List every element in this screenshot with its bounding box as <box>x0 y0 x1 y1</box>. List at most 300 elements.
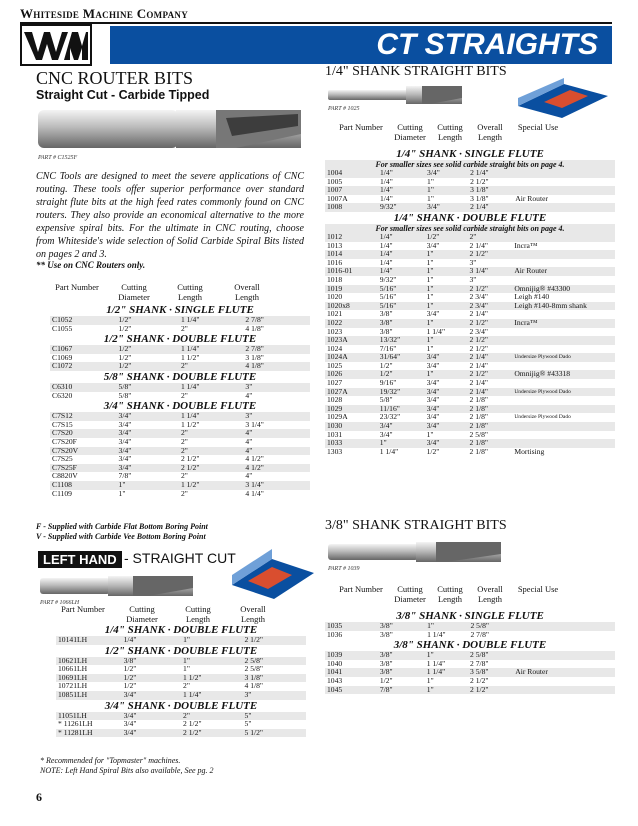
table-cell: 2 5/8" <box>468 651 513 660</box>
page-title: CT STRAIGHTS <box>376 28 598 61</box>
table-cell: 2 5/8" <box>468 431 513 440</box>
table-cell: 1024 <box>325 345 378 354</box>
table-cell: 3 1/4" <box>243 421 310 430</box>
table-row <box>50 325 310 334</box>
left-hand-title: - STRAIGHT CUT <box>124 550 236 566</box>
table-cell: 5/8" <box>378 396 425 405</box>
table-cell: Leigh #140-8mm shank <box>512 302 615 311</box>
table-cell: 4" <box>243 447 310 456</box>
table-cell: 3/4" <box>117 455 179 464</box>
table-cell: 3/4" <box>122 691 181 700</box>
table-cell: 3" <box>243 412 310 421</box>
cnc-bit-image <box>36 104 306 154</box>
table-cell: 3/4" <box>117 421 179 430</box>
table-cell: 1023 <box>325 328 378 337</box>
table-cell: 3/8" <box>378 319 425 328</box>
cnc-section-title: 5/8" SHANK · DOUBLE FLUTE <box>103 370 257 383</box>
table-cell: 3/4" <box>425 242 468 251</box>
table-cell: 1018 <box>325 276 378 285</box>
table-cell: 3/4" <box>425 353 468 362</box>
threeeighth-tables <box>325 610 615 694</box>
table-cell: 3/4" <box>122 720 181 729</box>
table-cell <box>513 677 615 686</box>
table-row <box>50 421 310 430</box>
table-cell: 1" <box>425 345 468 354</box>
table-cell: 1020x8 <box>325 302 378 311</box>
quarter-table <box>325 233 615 456</box>
table-cell: 1012 <box>325 233 378 242</box>
table-cell: Incra™ <box>512 242 615 251</box>
table-cell: 1" <box>425 431 468 440</box>
table-row <box>50 481 310 490</box>
table-cell: 1043 <box>325 677 378 686</box>
table-cell: 2" <box>179 429 243 438</box>
table-cell: 1008 <box>325 203 378 212</box>
table-cell: C7S20 <box>50 429 117 438</box>
left-hand-groove-image <box>228 545 318 601</box>
table-cell: 13/32" <box>378 336 425 345</box>
table-cell: 1 1/4" <box>181 691 242 700</box>
table-cell <box>512 250 615 259</box>
table-cell: 3" <box>468 276 513 285</box>
table-cell: 2" <box>468 233 513 242</box>
table-cell: 3/4" <box>378 431 425 440</box>
table-cell: 1/2" <box>122 674 181 683</box>
table-cell <box>512 345 615 354</box>
table-row <box>50 438 310 447</box>
table-row <box>56 682 306 691</box>
table-cell <box>513 651 615 660</box>
table-cell: 3/4" <box>425 388 468 397</box>
table-cell: 1/4" <box>378 259 425 268</box>
table-cell: C1109 <box>50 490 117 499</box>
table-cell <box>513 686 615 695</box>
lh-section-title: 1/2" SHANK · DOUBLE FLUTE <box>104 644 258 657</box>
table-cell: 2 1/2" <box>181 729 242 738</box>
table-cell: 3/8" <box>378 328 425 337</box>
col-part-number: Part Number <box>55 282 99 292</box>
quarter-section-subtitle: For smaller sizes see solid carbide straight bits on page 4. <box>325 160 615 169</box>
table-cell: 1" <box>425 319 468 328</box>
table-cell: C1072 <box>50 362 117 371</box>
left-hand-tables <box>56 624 306 737</box>
table-row <box>56 636 306 645</box>
table-cell: 3/4" <box>117 429 179 438</box>
table-cell: 1029 <box>325 405 378 414</box>
threeeighth-bit-image <box>326 538 506 566</box>
table-cell: 1041 <box>325 668 378 677</box>
table-cell: 3 5/8" <box>468 668 513 677</box>
table-cell: 1016-01 <box>325 267 378 276</box>
table-cell: 1005 <box>325 178 378 187</box>
q-col-special-use: Special Use <box>517 122 559 132</box>
table-cell: C6310 <box>50 383 117 392</box>
table-cell: 3/8" <box>378 660 425 669</box>
table-cell <box>512 422 615 431</box>
table-cell: 1 1/4" <box>179 316 243 325</box>
table-cell: C1108 <box>50 481 117 490</box>
table-cell <box>512 396 615 405</box>
table-row <box>56 729 306 738</box>
quarter-tables <box>325 148 615 456</box>
table-cell: 1" <box>425 178 468 187</box>
table-cell: 5/8" <box>117 383 179 392</box>
table-cell: C7S20F <box>50 438 117 447</box>
table-cell: 4 1/8" <box>243 362 310 371</box>
threeeighth-table <box>325 651 615 694</box>
table-cell <box>512 431 615 440</box>
table-cell: 3/4" <box>122 729 181 738</box>
table-cell: 3" <box>243 383 310 392</box>
table-cell: 31/64" <box>378 353 425 362</box>
cnc-table <box>50 383 310 400</box>
table-cell: 1013 <box>325 242 378 251</box>
table-cell: 1023A <box>325 336 378 345</box>
table-cell: 9/16" <box>378 379 425 388</box>
table-cell: 1 1/4" <box>425 631 468 640</box>
table-cell: 3/4" <box>378 422 425 431</box>
header-rule <box>20 22 612 24</box>
table-cell: 1 1/4" <box>425 668 468 677</box>
table-cell: 1" <box>425 267 468 276</box>
table-cell: 1" <box>425 302 468 311</box>
table-cell: 1007 <box>325 186 378 195</box>
table-cell: 10851LH <box>56 691 122 700</box>
table-cell: 4 1/8" <box>243 682 307 691</box>
table-cell: 3/4" <box>117 412 179 421</box>
left-hand-note-2: NOTE: Left Hand Spiral Bits also available, See pg. 2 <box>40 766 214 775</box>
table-cell: 1016 <box>325 259 378 268</box>
col-cutting-diameter: Cutting Diameter <box>118 282 150 302</box>
cnc-subtitle: Straight Cut - Carbide Tipped <box>36 88 210 102</box>
table-cell: 19/32" <box>378 388 425 397</box>
table-cell: Omnijig® #43318 <box>512 370 615 379</box>
table-cell: 3/4" <box>117 438 179 447</box>
table-cell: 3 1/4" <box>243 481 310 490</box>
table-cell: 3/8" <box>378 310 425 319</box>
table-cell: 1 1/2" <box>181 674 242 683</box>
table-cell: 1 1/4" <box>378 448 425 457</box>
table-cell: 1/4" <box>378 233 425 242</box>
table-row <box>50 354 310 363</box>
table-cell: 1" <box>117 481 179 490</box>
t-col-cutting-length: Cutting Length <box>437 584 463 604</box>
table-cell: 1" <box>181 636 242 645</box>
table-cell: 1027A <box>325 388 378 397</box>
left-hand-badge: LEFT HAND <box>38 551 122 568</box>
table-cell: 1" <box>425 195 468 204</box>
table-cell: Undersize Plywood Dado <box>512 413 615 422</box>
table-cell: 3/4" <box>425 396 468 405</box>
table-cell: 2 1/2" <box>468 677 513 686</box>
table-cell: 3/4" <box>425 439 468 448</box>
table-cell: 4" <box>243 392 310 401</box>
table-cell: 1030 <box>325 422 378 431</box>
table-cell: 3" <box>468 259 513 268</box>
table-cell: 2 5/8" <box>243 657 307 666</box>
table-row <box>56 657 306 666</box>
table-cell: Air Router <box>513 195 615 204</box>
company-name: Whiteside Machine Company <box>20 6 189 21</box>
table-cell: 1040 <box>325 660 378 669</box>
table-cell: 2 1/4" <box>468 379 513 388</box>
table-cell: 10691LH <box>56 674 122 683</box>
table-cell: 2 3/4" <box>468 302 513 311</box>
table-cell: C7S25F <box>50 464 117 473</box>
table-cell: 1" <box>425 651 468 660</box>
table-cell: 7/16" <box>378 345 425 354</box>
t-col-cutting-diameter: Cutting Diameter <box>394 584 426 604</box>
table-cell: Air Router <box>512 267 615 276</box>
q-col-overall-length: Overall Length <box>477 122 503 142</box>
table-cell: 1029A <box>325 413 378 422</box>
table-cell: 1" <box>425 186 468 195</box>
table-cell: 1" <box>117 490 179 499</box>
table-row <box>50 447 310 456</box>
table-cell: 4" <box>243 438 310 447</box>
table-cell: 2 1/8" <box>468 413 513 422</box>
table-cell: 1/2" <box>425 448 468 457</box>
lh-section-title: 3/4" SHANK · DOUBLE FLUTE <box>104 699 258 712</box>
table-cell <box>513 178 615 187</box>
table-cell: 3" <box>243 691 307 700</box>
table-cell: 3/4" <box>122 712 181 721</box>
table-cell: 1033 <box>325 439 378 448</box>
table-cell: 2 1/4" <box>468 169 513 178</box>
lh-table <box>56 657 306 700</box>
table-cell: 2 3/4" <box>468 328 513 337</box>
quarter-title: 1/4" SHANK STRAIGHT BITS <box>325 64 507 79</box>
table-cell: 1/2" <box>378 362 425 371</box>
table-cell: 3/4" <box>425 362 468 371</box>
table-cell: 1028 <box>325 396 378 405</box>
table-cell: 4 1/2" <box>243 464 310 473</box>
table-cell: 7/8" <box>378 686 425 695</box>
cnc-table <box>50 316 310 333</box>
footnote-v: V - Supplied with Carbide Vee Bottom Boring Point <box>36 532 206 541</box>
table-cell: 1 1/4" <box>425 328 468 337</box>
table-cell: 2" <box>181 712 242 721</box>
q-col-cutting-length: Cutting Length <box>437 122 463 142</box>
cnc-tables <box>50 304 310 498</box>
table-row <box>56 665 306 674</box>
table-cell: 2 1/4" <box>468 362 513 371</box>
table-cell: 1" <box>425 276 468 285</box>
table-cell: 3 1/8" <box>243 674 307 683</box>
table-cell: 2 1/4" <box>468 242 513 251</box>
page-number: 6 <box>36 790 42 804</box>
threeeighth-part-label: PART # 1039 <box>328 566 360 572</box>
table-cell: C7S12 <box>50 412 117 421</box>
table-cell: 3 1/8" <box>468 195 513 204</box>
table-cell: 1" <box>425 293 468 302</box>
lh-col-cutting-diameter: Cutting Diameter <box>126 604 158 624</box>
table-cell: 2 1/4" <box>468 388 513 397</box>
table-cell: 2 1/2" <box>468 345 513 354</box>
table-cell: C1052 <box>50 316 117 325</box>
cnc-use-note: ** Use on CNC Routers only. <box>36 260 146 270</box>
table-cell: 7/8" <box>117 472 179 481</box>
table-cell: 3 1/4" <box>468 267 513 276</box>
table-cell: 1014 <box>325 250 378 259</box>
table-cell: C1067 <box>50 345 117 354</box>
table-cell: 1" <box>425 250 468 259</box>
table-cell: 3/8" <box>378 622 425 631</box>
table-cell: * 11281LH <box>56 729 122 738</box>
table-cell: 1/4" <box>378 267 425 276</box>
table-cell: Omnijig® #43300 <box>512 285 615 294</box>
table-cell: 3/8" <box>378 651 425 660</box>
cnc-table <box>50 412 310 498</box>
table-cell: Incra™ <box>512 319 615 328</box>
table-cell: 3/8" <box>122 657 181 666</box>
left-hand-part-label: PART # 1066LH <box>40 600 80 606</box>
table-row <box>56 720 306 729</box>
table-cell: 2" <box>179 362 243 371</box>
table-cell <box>513 169 615 178</box>
cnc-section-title: 3/4" SHANK · DOUBLE FLUTE <box>103 400 257 413</box>
table-cell: Leigh #140 <box>512 293 615 302</box>
table-cell: 1" <box>425 285 468 294</box>
table-cell: 1/4" <box>378 250 425 259</box>
table-cell: 1/2" <box>117 354 179 363</box>
table-cell: 23/32" <box>378 413 425 422</box>
lh-table <box>56 712 306 738</box>
table-cell: 1" <box>425 622 468 631</box>
table-cell: 1/2" <box>425 233 468 242</box>
table-cell: 3 1/8" <box>468 186 513 195</box>
table-row <box>56 674 306 683</box>
table-cell: C7S15 <box>50 421 117 430</box>
table-cell: 1022 <box>325 319 378 328</box>
cnc-part-label: PART # C1525F <box>38 155 78 161</box>
title-banner <box>110 26 612 64</box>
table-cell: 1025 <box>325 362 378 371</box>
cnc-table <box>50 345 310 371</box>
table-cell: 3/4" <box>425 405 468 414</box>
table-cell: Mortising <box>512 448 615 457</box>
table-cell: 2 7/8" <box>468 660 513 669</box>
table-cell: 11/16" <box>378 405 425 414</box>
table-cell: 10141LH <box>56 636 122 645</box>
table-cell: 2 1/8" <box>468 396 513 405</box>
cnc-section-title: 1/2" SHANK · SINGLE FLUTE <box>106 304 254 316</box>
table-cell: 1/2" <box>122 665 181 674</box>
table-cell: 4 1/4" <box>243 490 310 499</box>
table-row <box>50 316 310 325</box>
table-cell: 10621LH <box>56 657 122 666</box>
table-cell: 3/4" <box>117 447 179 456</box>
table-row <box>50 383 310 392</box>
table-cell: 3/4" <box>425 379 468 388</box>
table-row <box>50 464 310 473</box>
quarter-table <box>325 169 615 212</box>
table-cell: 1/4" <box>378 195 425 204</box>
table-cell: 1020 <box>325 293 378 302</box>
table-cell: 4" <box>243 472 310 481</box>
table-cell: 1/2" <box>117 325 179 334</box>
q-col-cutting-diameter: Cutting Diameter <box>394 122 426 142</box>
table-cell: 1" <box>425 677 468 686</box>
t-col-overall-length: Overall Length <box>477 584 503 604</box>
table-cell: 2" <box>179 392 243 401</box>
table-cell: 5" <box>243 720 306 729</box>
table-cell: 2" <box>179 447 243 456</box>
quarter-section-subtitle: For smaller sizes see solid carbide straight bits on page 4. <box>325 224 615 233</box>
table-cell: 1/4" <box>378 186 425 195</box>
table-cell: 2 1/2" <box>468 319 513 328</box>
table-cell: 1/4" <box>378 178 425 187</box>
lh-col-cutting-length: Cutting Length <box>185 604 211 624</box>
table-cell: C6320 <box>50 392 117 401</box>
table-cell: 2 7/8" <box>468 631 513 640</box>
table-cell: 2 5/8" <box>243 665 307 674</box>
table-cell: 9/32" <box>378 203 425 212</box>
table-cell: 2" <box>179 472 243 481</box>
t-col-part-number: Part Number <box>339 584 383 594</box>
table-row <box>50 472 310 481</box>
table-cell: 3/4" <box>425 422 468 431</box>
table-cell: 1 1/4" <box>179 412 243 421</box>
threeeighth-title: 3/8" SHANK STRAIGHT BITS <box>325 518 507 533</box>
table-cell: 5 1/2" <box>243 729 306 738</box>
table-cell: 2 1/4" <box>468 353 513 362</box>
table-cell: 2 1/2" <box>468 285 513 294</box>
col-cutting-length: Cutting Length <box>177 282 203 302</box>
table-cell: 5/16" <box>378 285 425 294</box>
table-cell: C1069 <box>50 354 117 363</box>
table-cell: 2 3/4" <box>468 293 513 302</box>
table-cell: 2 1/4" <box>468 203 513 212</box>
col-overall-length: Overall Length <box>234 282 260 302</box>
table-cell <box>513 203 615 212</box>
table-cell: Air Router <box>513 668 615 677</box>
table-row <box>325 203 615 212</box>
table-cell: 1" <box>181 657 242 666</box>
table-row <box>56 712 306 721</box>
table-row <box>50 429 310 438</box>
left-hand-bit-image <box>38 572 198 600</box>
table-cell: 1004 <box>325 169 378 178</box>
left-hand-note-1: * Recommended for "Topmaster" machines. <box>40 756 181 765</box>
quarter-part-label: PART # 1025 <box>328 106 360 112</box>
table-cell: 2 1/2" <box>468 336 513 345</box>
table-cell <box>512 405 615 414</box>
table-cell: C7S25 <box>50 455 117 464</box>
table-cell: 1" <box>378 439 425 448</box>
table-cell <box>514 622 615 631</box>
table-cell: 2 1/2" <box>179 455 243 464</box>
table-cell <box>512 328 615 337</box>
q-col-part-number: Part Number <box>339 122 383 132</box>
table-cell: 1027 <box>325 379 378 388</box>
footnote-f: F - Supplied with Carbide Flat Bottom Boring Point <box>36 522 208 531</box>
company-logo <box>20 24 92 66</box>
table-cell: C7S20V <box>50 447 117 456</box>
table-cell: 2 1/2" <box>468 370 513 379</box>
table-cell: 1036 <box>325 631 378 640</box>
table-cell: 1/2" <box>117 345 179 354</box>
table-cell: 9/32" <box>378 276 425 285</box>
table-cell: 3/4" <box>425 203 468 212</box>
threeeighth-section-title: 3/8" SHANK · DOUBLE FLUTE <box>393 639 547 652</box>
table-cell: 3/4" <box>425 310 468 319</box>
table-row <box>50 345 310 354</box>
cnc-section-title: 1/2" SHANK · DOUBLE FLUTE <box>103 333 257 346</box>
table-cell: 11051LH <box>56 712 122 721</box>
table-cell: 2" <box>179 490 243 499</box>
table-cell: 2 1/2" <box>242 636 306 645</box>
